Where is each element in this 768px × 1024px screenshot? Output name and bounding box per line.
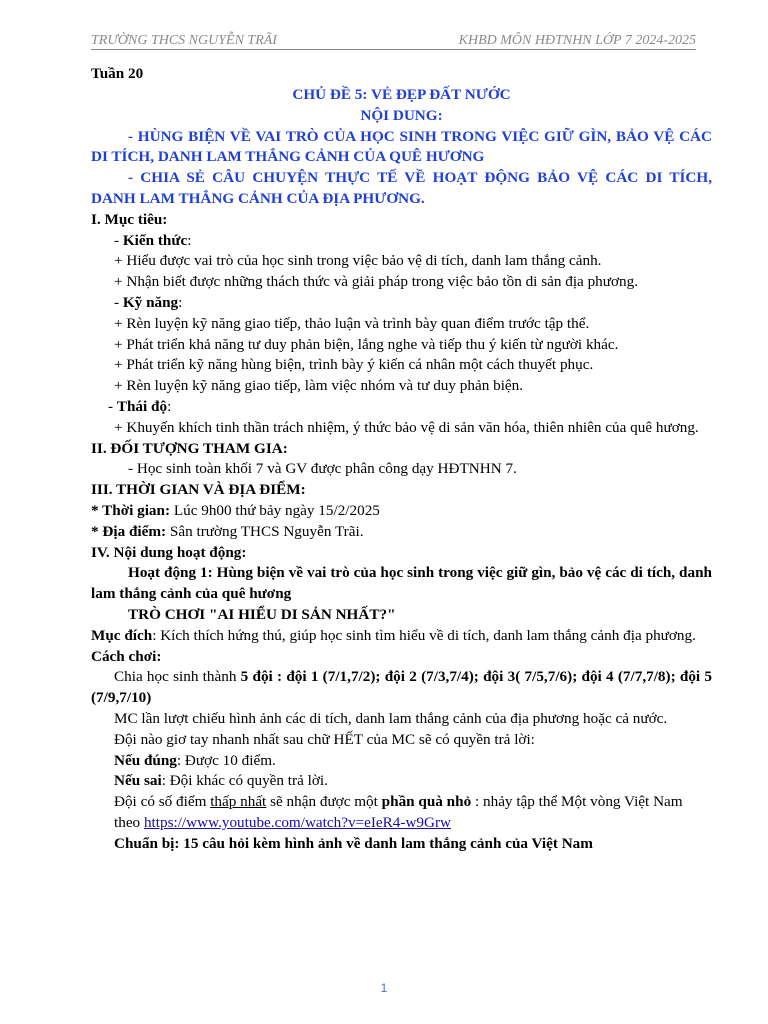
youtube-link[interactable]: https://www.youtube.com/watch?v=eIeR4-w9Grw — [143, 813, 451, 831]
teams-line: Chia học sinh thành 5 đội : đội 1 (7/1,7/2); đội 2 (7/3,7/4); đội 3( 7/5,7/6); đội 4 (7/7,7/8); đội 5 (7/9,7/10) — [91, 668, 712, 707]
knowledge-label: - Kiến thức: — [114, 231, 192, 249]
week-label: Tuần 20 — [91, 65, 144, 82]
page-header — [91, 32, 696, 50]
topic-title: CHỦ ĐỀ 5: VẺ ĐẸP ĐẤT NƯỚC — [292, 86, 511, 103]
section-1-title: I. Mục tiêu: — [91, 210, 168, 228]
mc-line: MC lần lượt chiếu hình ảnh các di tích, danh lam thắng cảnh của địa phương hoặc cả nước. — [114, 709, 668, 727]
time-line: * Thời gian: Lúc 9h00 thứ bảy ngày 15/2/2025 — [91, 501, 380, 519]
section-3-title: III. THỜI GIAN VÀ ĐỊA ĐIỂM: — [91, 481, 306, 499]
content-heading: NỘI DUNG: — [360, 106, 443, 124]
knowledge-item: + Hiểu được vai trò của học sinh trong việc bảo vệ di tích, danh lam thắng cảnh. — [114, 252, 602, 270]
activity-1-title: Hoạt động 1: Hùng biện về vai trò của học sinh trong việc giữ gìn, bảo vệ các di tích, danh lam thắng cảnh của quê hương — [91, 564, 712, 603]
game-title: TRÒ CHƠI "AI HIỂU DI SẢN NHẤT?" — [128, 605, 396, 623]
document-body — [91, 63, 712, 854]
knowledge-item: + Nhận biết được những thách thức và giải pháp trong việc bảo tồn di sản địa phương. — [114, 273, 639, 291]
skills-item: + Rèn luyện kỹ năng giao tiếp, làm việc nhóm và tư duy phản biện. — [114, 377, 524, 395]
section-4-title: IV. Nội dung hoạt động: — [91, 543, 247, 561]
participants-item: - Học sinh toàn khối 7 và GV được phân công dạy HĐTNHN 7. — [128, 460, 517, 478]
header-school-name: TRƯỜNG THCS NGUYỄN TRÃI — [91, 33, 277, 48]
skills-item: + Phát triển khả năng tư duy phản biện, lắng nghe và tiếp thu ý kiến từ người khác. — [114, 335, 619, 353]
skills-item: + Phát triển kỹ năng hùng biện, trình bày ý kiến cá nhân một cách thuyết phục. — [114, 356, 594, 374]
attitude-label: - Thái độ: — [108, 397, 172, 415]
blue-item-2: - CHIA SẺ CÂU CHUYỆN THỰC TẾ VỀ HOẠT ĐỘNG BẢO VỆ CÁC DI TÍCH, DANH LAM THẮNG CẢNH CỦA ĐỊA PHƯƠNG. — [91, 169, 712, 207]
preparation-line: Chuẩn bị: 15 câu hỏi kèm hình ảnh về danh lam thắng cảnh của Việt Nam — [114, 834, 593, 852]
skills-label: - Kỹ năng: — [114, 293, 183, 311]
how-to-play-label: Cách chơi: — [91, 647, 162, 665]
wrong-rule: Nếu sai: Đội khác có quyền trả lời. — [114, 772, 328, 790]
header-lesson-plan-title: KHBD MÔN HĐTNHN LỚP 7 2024-2025 — [458, 33, 696, 48]
attitude-item: + Khuyến khích tinh thần trách nhiệm, ý thức bảo vệ di sản văn hóa, thiên nhiên của quê hương. — [114, 418, 699, 436]
place-line: * Địa điểm: Sân trường THCS Nguyễn Trãi. — [91, 522, 364, 540]
fastest-line: Đội nào giơ tay nhanh nhất sau chữ HẾT của MC sẽ có quyền trả lời: — [114, 730, 535, 748]
correct-rule: Nếu đúng: Được 10 điểm. — [114, 751, 276, 769]
skills-item: + Rèn luyện kỹ năng giao tiếp, thảo luận và trình bày quan điểm trước tập thể. — [114, 314, 590, 332]
section-2-title: II. ĐỐI TƯỢNG THAM GIA: — [91, 439, 288, 457]
video-link-line: theo https://www.youtube.com/watch?v=eIeR4-w9Grw — [114, 813, 451, 831]
purpose-line: Mục đích: Kích thích hứng thú, giúp học sinh tìm hiểu về di tích, danh lam thắng cảnh địa phương. — [91, 626, 696, 644]
blue-item-1: - HÙNG BIỆN VỀ VAI TRÒ CỦA HỌC SINH TRONG VIỆC GIỮ GÌN, BẢO VỆ CÁC DI TÍCH, DANH LAM THẮNG CẢNH CỦA QUÊ HƯƠNG — [91, 127, 712, 166]
lowest-score-line: Đội có số điểm thấp nhất sẽ nhận được một phần quà nhỏ : nhảy tập thể Một vòng Việt Nam — [114, 793, 683, 811]
page-number: 1 — [380, 981, 388, 995]
